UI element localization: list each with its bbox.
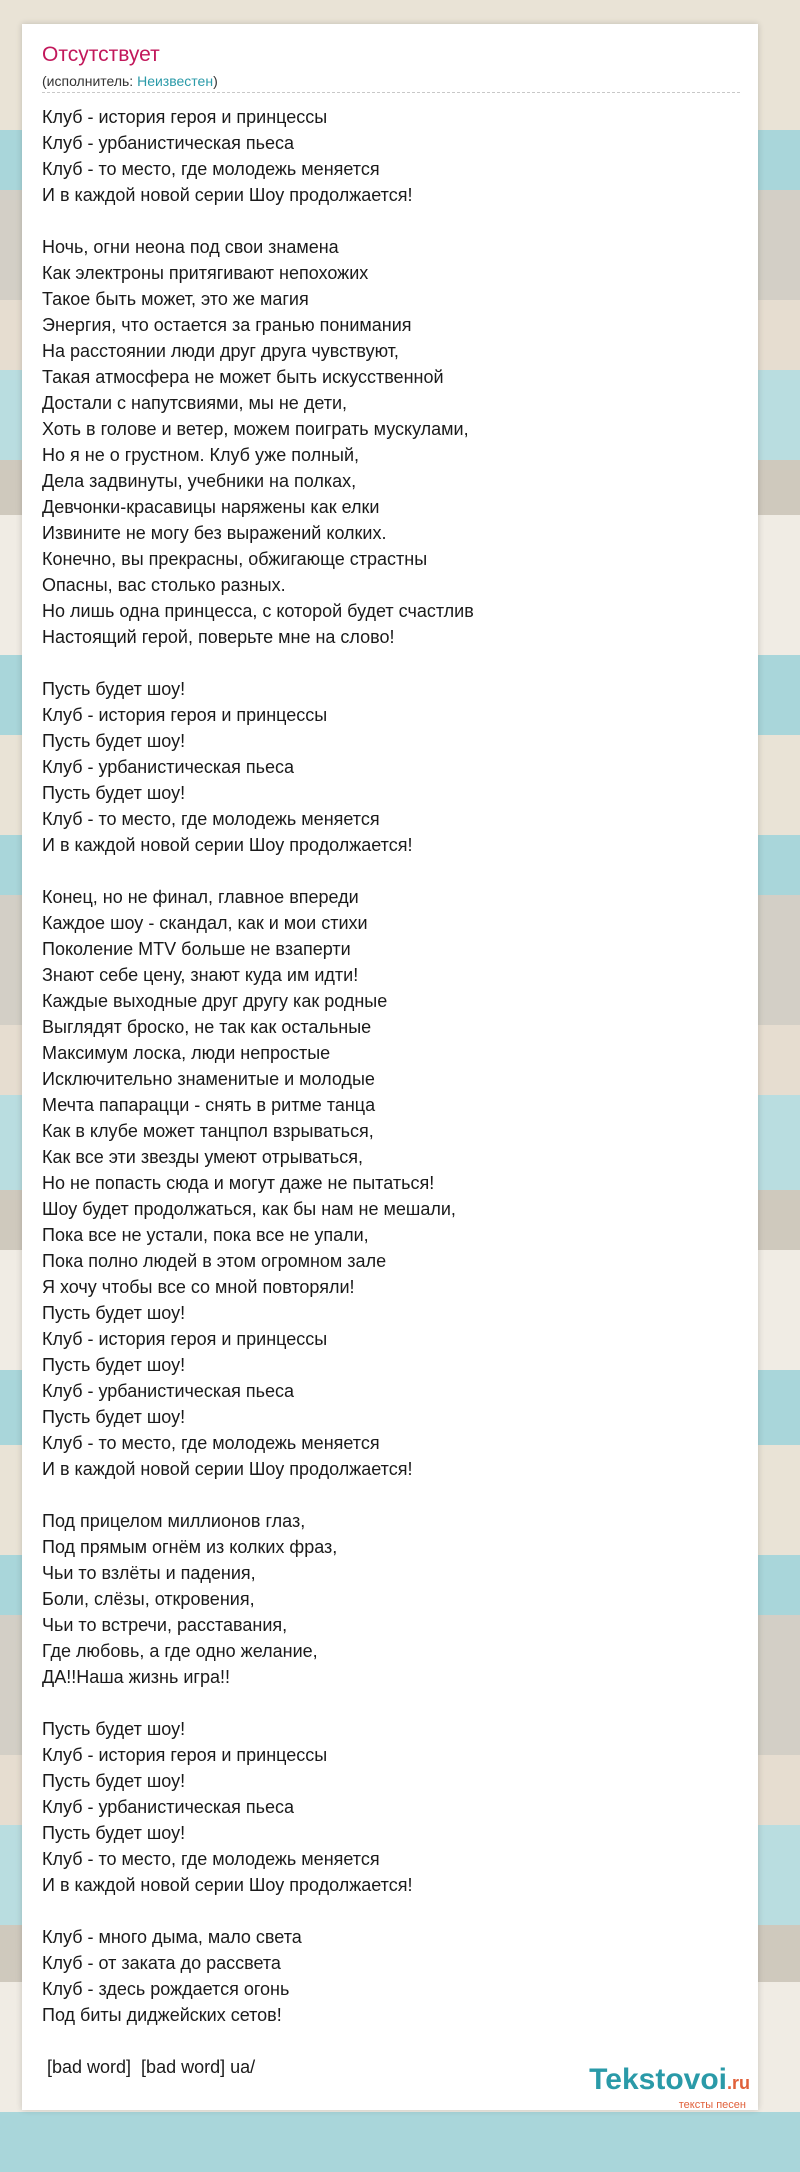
- lyric-line: Боли, слёзы, откровения,: [42, 1589, 255, 1609]
- lyric-line: Клуб - то место, где молодежь меняется: [42, 809, 380, 829]
- logo-main-text: Tekstovoi: [589, 2063, 727, 2096]
- lyric-line: Пусть будет шоу!: [42, 1823, 186, 1843]
- lyric-line: Настоящий герой, поверьте мне на слово!: [42, 627, 395, 647]
- stanza-break: [42, 1898, 742, 1924]
- lyric-line: Извините не могу без выражений колких.: [42, 523, 387, 543]
- lyric-line: И в каждой новой серии Шоу продолжается!: [42, 1875, 413, 1895]
- lyric-line: Пусть будет шоу!: [42, 1719, 186, 1739]
- lyric-line: Под прямым огнём из колких фраз,: [42, 1537, 338, 1557]
- lyric-line: Клуб - история героя и принцессы: [42, 1329, 328, 1349]
- lyric-line: Поколение MTV больше не взаперти: [42, 939, 351, 959]
- lyric-line: Опасны, вас столько разных.: [42, 575, 286, 595]
- lyric-line: Пусть будет шоу!: [42, 1407, 186, 1427]
- lyric-line: Клуб - урбанистическая пьеса: [42, 757, 295, 777]
- lyric-line: Где любовь, а где одно желание,: [42, 1641, 318, 1661]
- lyric-line: Клуб - много дыма, мало света: [42, 1927, 302, 1947]
- lyric-line: Такое быть может, это же магия: [42, 289, 309, 309]
- song-title: Отсутствует: [42, 43, 160, 66]
- lyric-line: Клуб - то место, где молодежь меняется: [42, 1433, 380, 1453]
- artist-line: [42, 72, 218, 90]
- lyric-line: Клуб - то место, где молодежь меняется: [42, 159, 380, 179]
- lyric-line: Как в клубе может танцпол взрываться,: [42, 1121, 374, 1141]
- lyric-line: На расстоянии люди друг друга чувствуют,: [42, 341, 399, 361]
- lyric-line: Девчонки-красавицы наряжены как елки: [42, 497, 380, 517]
- lyric-line: Как все эти звезды умеют отрываться,: [42, 1147, 364, 1167]
- lyric-line: Пусть будет шоу!: [42, 731, 186, 751]
- lyric-line: Как электроны притягивают непохожих: [42, 263, 369, 283]
- lyric-line: Клуб - история героя и принцессы: [42, 107, 328, 127]
- lyric-line: Каждые выходные друг другу как родные: [42, 991, 388, 1011]
- lyric-line: Конечно, вы прекрасны, обжигающе страстны: [42, 549, 428, 569]
- lyric-line: Клуб - урбанистическая пьеса: [42, 1797, 295, 1817]
- artist-prefix: (исполнитель:: [42, 73, 138, 89]
- lyric-line: Я хочу чтобы все со мной повторяли!: [42, 1277, 355, 1297]
- lyric-line: Пока полно людей в этом огромном зале: [42, 1251, 387, 1271]
- lyric-line: Пусть будет шоу!: [42, 1303, 186, 1323]
- lyric-line: Выглядят броско, не так как остальные: [42, 1017, 372, 1037]
- lyric-line: Клуб - от заката до рассвета: [42, 1953, 281, 1973]
- lyric-line: Клуб - то место, где молодежь меняется: [42, 1849, 380, 1869]
- lyric-line: Мечта папарацци - снять в ритме танца: [42, 1095, 376, 1115]
- lyric-line: Каждое шоу - скандал, как и мои стихи: [42, 913, 368, 933]
- lyric-line: Дела задвинуты, учебники на полках,: [42, 471, 357, 491]
- lyric-line: Максимум лоска, люди непростые: [42, 1043, 331, 1063]
- lyric-line: Ночь, огни неона под свои знамена: [42, 237, 339, 257]
- lyric-line: Клуб - урбанистическая пьеса: [42, 1381, 295, 1401]
- lyric-line: Пока все не устали, пока все не упали,: [42, 1225, 369, 1245]
- lyric-line: Конец, но не финал, главное впереди: [42, 887, 359, 907]
- lyric-line: И в каждой новой серии Шоу продолжается!: [42, 185, 413, 205]
- stanza-break: [42, 208, 742, 234]
- lyric-line: Клуб - история героя и принцессы: [42, 1745, 328, 1765]
- lyric-line: Пусть будет шоу!: [42, 1355, 186, 1375]
- lyric-line: ДА!!Наша жизнь игра!!: [42, 1667, 230, 1687]
- artist-link[interactable]: Неизвестен: [137, 73, 214, 89]
- lyric-line: Пусть будет шоу!: [42, 679, 186, 699]
- lyric-line: Клуб - история героя и принцессы: [42, 705, 328, 725]
- lyric-line: Под прицелом миллионов глаз,: [42, 1511, 306, 1531]
- lyric-line: Знают себе цену, знают куда им идти!: [42, 965, 359, 985]
- lyric-line: Хоть в голове и ветер, можем поиграть мускулами,: [42, 419, 469, 439]
- lyric-line: Пусть будет шоу!: [42, 1771, 186, 1791]
- lyric-line: Чьи то взлёты и падения,: [42, 1563, 256, 1583]
- logo-tld: .ru: [726, 2073, 750, 2093]
- stanza-break: [42, 858, 742, 884]
- lyric-line: И в каждой новой серии Шоу продолжается!: [42, 1459, 413, 1479]
- lyric-line: Достали с напутсвиями, мы не дети,: [42, 393, 348, 413]
- lyric-line: Энергия, что остается за гранью понимания: [42, 315, 412, 335]
- lyric-line: Такая атмосфера не может быть искусственной: [42, 367, 444, 387]
- stanza-break: [42, 1482, 742, 1508]
- dashed-divider: [42, 92, 740, 93]
- lyric-line: Чьи то встречи, расставания,: [42, 1615, 288, 1635]
- site-logo[interactable]: [589, 2064, 750, 2111]
- stanza-break: [42, 650, 742, 676]
- logo-tagline: тексты песен: [678, 2099, 746, 2111]
- lyric-line: Исключительно знаменитые и молодые: [42, 1069, 375, 1089]
- stanza-break: [42, 1690, 742, 1716]
- lyric-line: Но я не о грустном. Клуб уже полный,: [42, 445, 360, 465]
- background-stripe: [0, 2112, 800, 2172]
- logo-wordmark: [589, 2064, 750, 2099]
- lyric-line: И в каждой новой серии Шоу продолжается!: [42, 835, 413, 855]
- lyric-line: Пусть будет шоу!: [42, 783, 186, 803]
- lyrics-card: [22, 24, 758, 2110]
- lyric-line: Но лишь одна принцесса, с которой будет счастлив: [42, 601, 474, 621]
- lyrics-text: [42, 104, 742, 2028]
- lyric-line: Но не попасть сюда и могут даже не пытаться!: [42, 1173, 435, 1193]
- lyric-line: Клуб - урбанистическая пьеса: [42, 133, 295, 153]
- lyric-line: Шоу будет продолжаться, как бы нам не мешали,: [42, 1199, 456, 1219]
- footer-text: [bad word] [bad word] ua/: [47, 2057, 256, 2077]
- artist-suffix: ): [213, 73, 218, 89]
- lyric-line: Под биты диджейских сетов!: [42, 2005, 282, 2025]
- lyric-line: Клуб - здесь рождается огонь: [42, 1979, 290, 1999]
